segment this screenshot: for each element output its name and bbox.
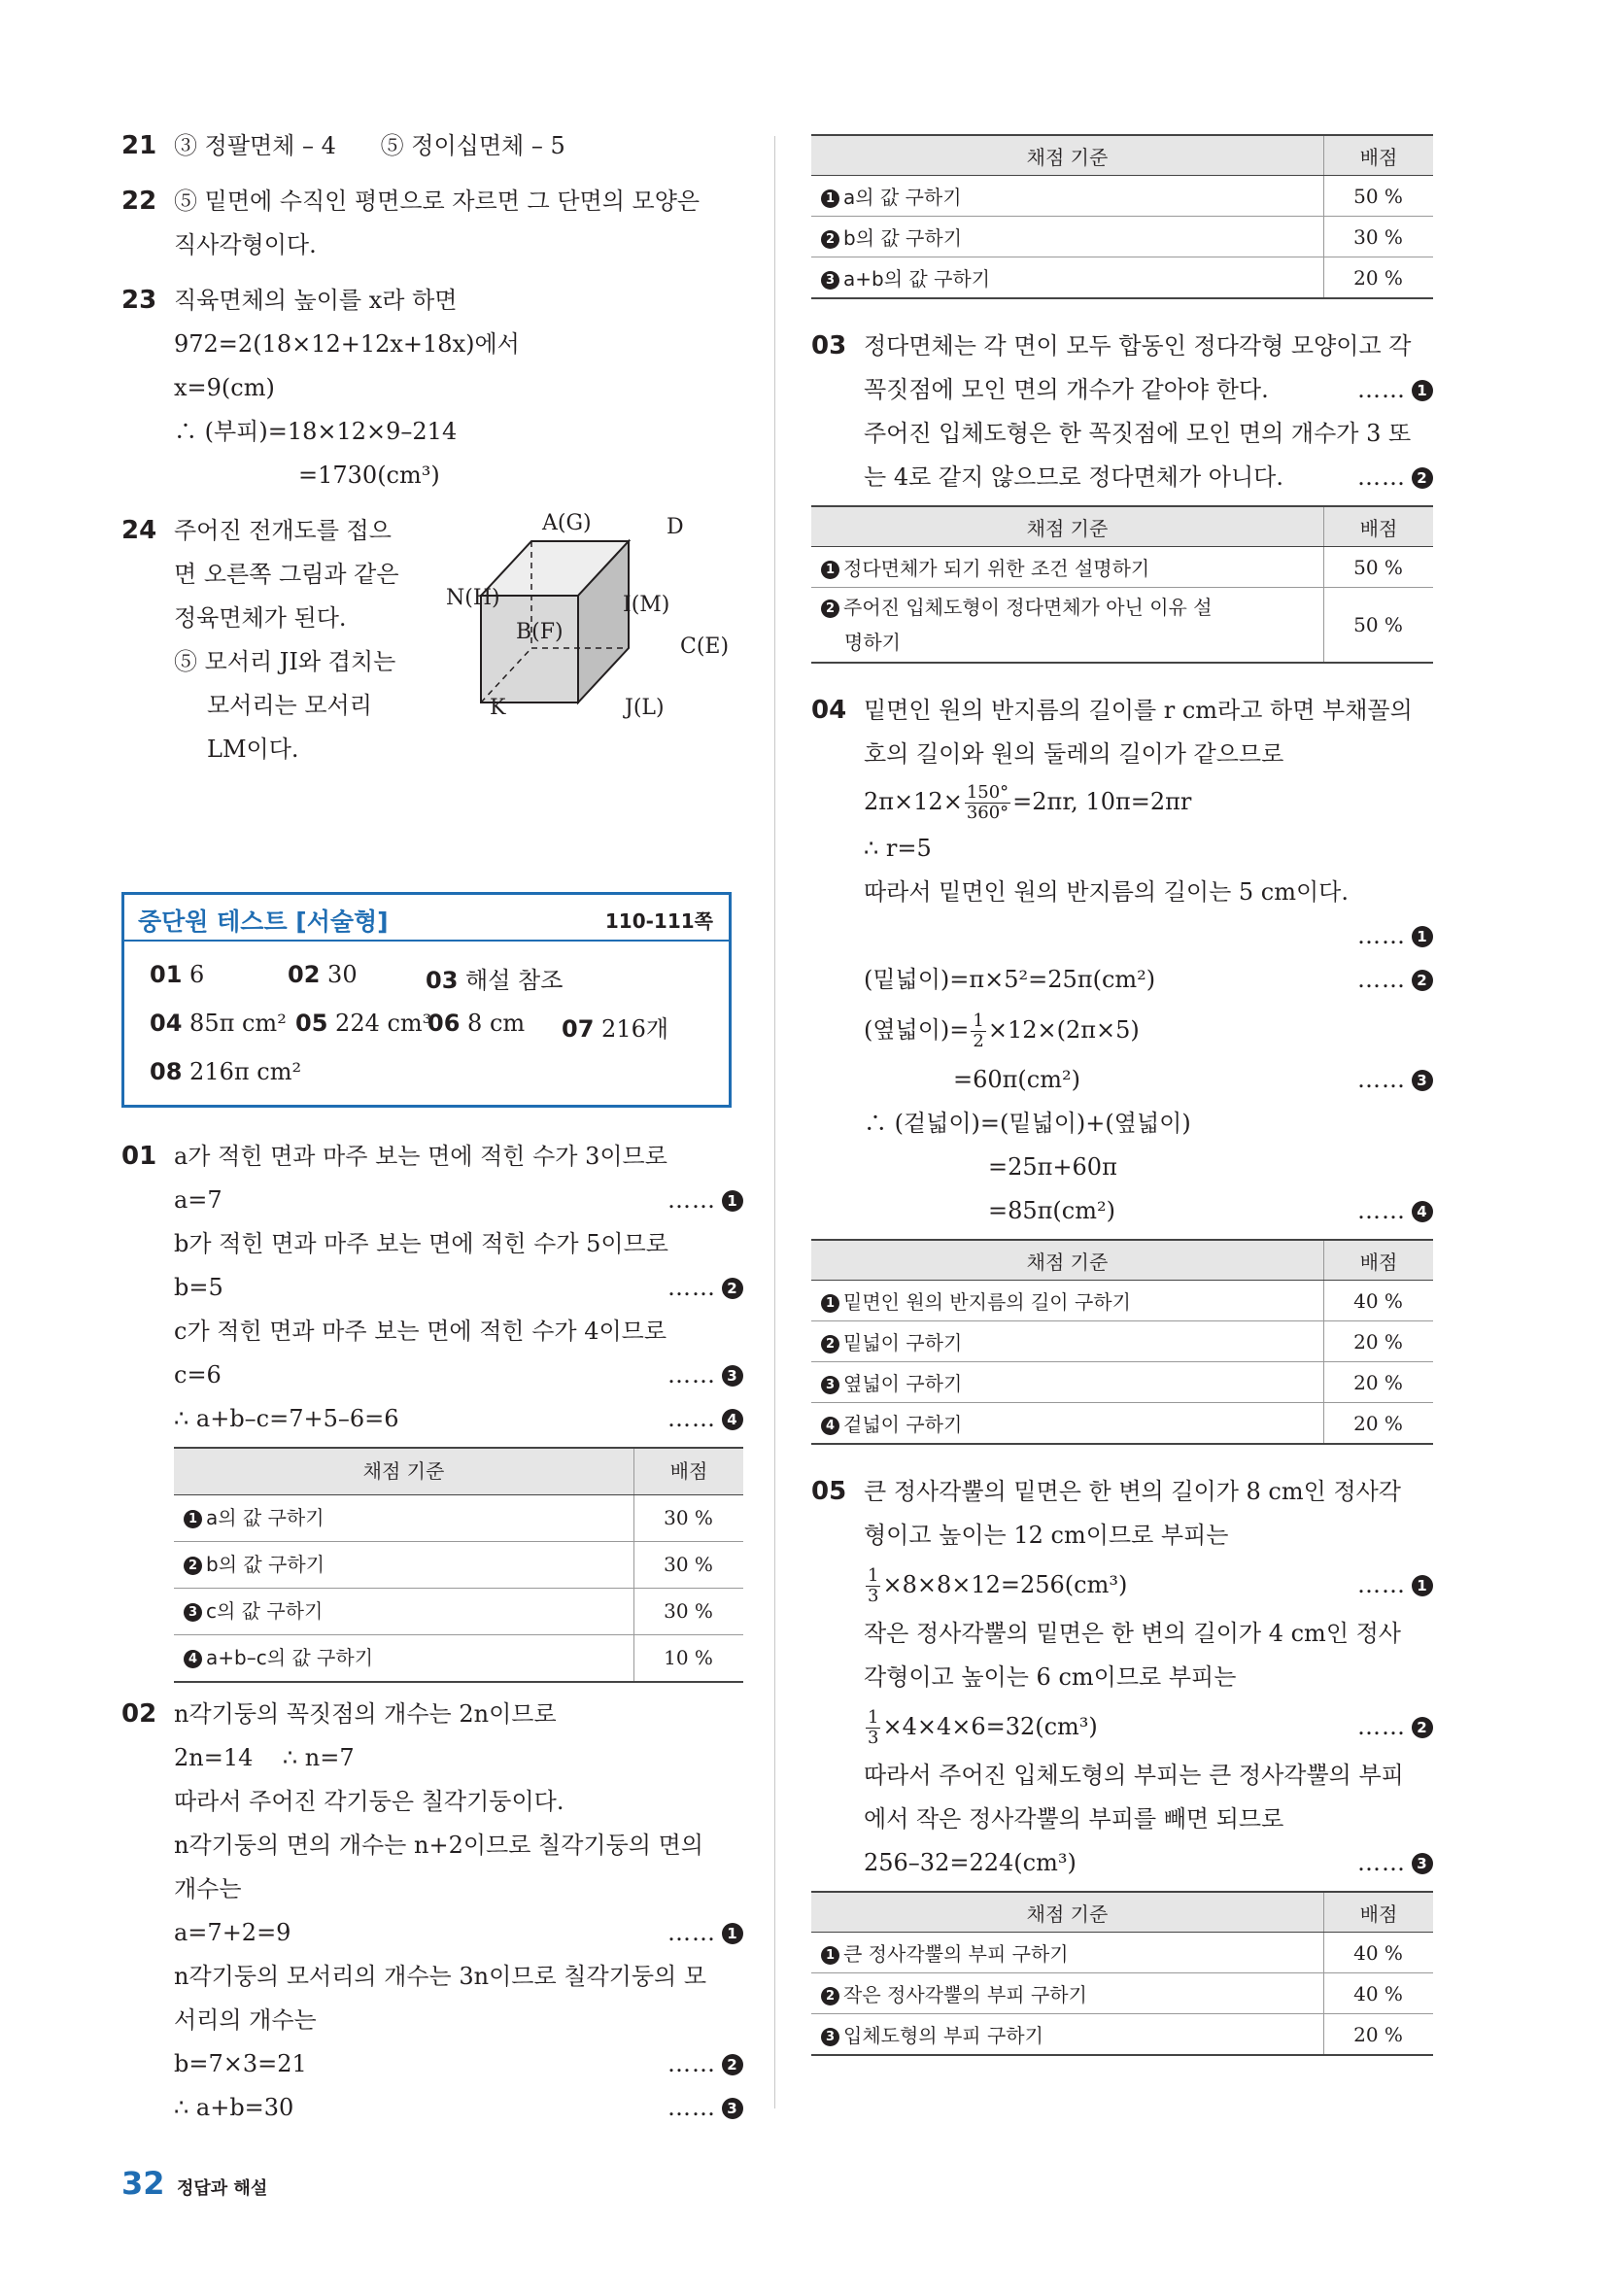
solution-line: 따라서 주어진 입체도형의 부피는 큰 정사각뿔의 부피 [864, 1762, 1404, 1789]
solution-line: b가 적힌 면과 마주 보는 면에 적힌 수가 5이므로 [174, 1230, 668, 1257]
problem-number: 05 [811, 1477, 847, 1506]
fraction: $\frac{1}{2}$ [973, 1011, 984, 1051]
step-marker: …… 2 [1357, 1699, 1433, 1754]
solution-line: c가 적힌 면과 마주 보는 면에 적힌 수가 4이므로 [174, 1318, 667, 1345]
solution-line: (밑넓이)=π×5²=25π(cm²) …… 2 [864, 958, 1433, 1002]
step-marker: …… 3 [1357, 1841, 1433, 1885]
answer-08: 08 216π cm² [150, 1058, 302, 1085]
problem-number: 01 [121, 1142, 157, 1171]
solution-line: a=7+2=9 …… 1 [174, 1911, 743, 1955]
fraction: $\frac{1}{3}$ [868, 1707, 879, 1748]
solution-line: c=6 …… 3 [174, 1354, 743, 1397]
answer-03: 03 해설 참조 [426, 967, 564, 994]
solution-line: b=7×3=21 …… 2 [174, 2042, 743, 2086]
table-header: 배점 [634, 1448, 744, 1495]
box-title: 중단원 테스트 [서술형] [138, 908, 389, 936]
scoring-table-01 [174, 1447, 743, 1683]
step-marker: …… 1 [1357, 914, 1433, 958]
question-03 [811, 325, 1433, 499]
page-number: 32 [121, 2165, 165, 2202]
solution-line: $\frac{1}{3}$ ×8×8×12=256(cm³) …… 1 [864, 1558, 1433, 1612]
answer-02: 02 30 [288, 961, 358, 988]
fraction: $\frac{1}{3}$ [868, 1565, 879, 1606]
footer-title: 정답과 해설 [177, 2178, 268, 2199]
solution-line: 2π×12× $\frac{150^\circ}{360^\circ}$ =2πr, 10π=2πr [864, 782, 1192, 823]
solution-line: $\frac{1}{3}$ ×4×4×6=32(cm³) …… 2 [864, 1699, 1433, 1754]
column-divider [774, 136, 775, 2108]
scoring-table-05 [811, 1891, 1433, 2056]
problem-number: 02 [121, 1699, 157, 1729]
scoring-table-03 [811, 505, 1433, 664]
solution-line: ∴ r=5 [864, 835, 932, 862]
table-row: 3 a+b의 값 구하기 20 % [811, 257, 1433, 299]
table-header: 배점 [1324, 1892, 1434, 1933]
table-header: 채점 기준 [811, 506, 1324, 547]
solution-line: ∴ (부피)=18×12×9–214 [174, 418, 458, 445]
solution-line: 정육면체가 된다. [174, 604, 347, 632]
step-marker: …… 1 [1357, 368, 1433, 412]
solution-line: ⑤ 밑면에 수직인 평면으로 자르면 그 단면의 모양은 [174, 188, 701, 215]
box-page-range: 110-111쪽 [604, 909, 713, 933]
solution-line: b=5 …… 2 [174, 1266, 743, 1310]
problem-number: 04 [811, 696, 847, 725]
cube-diagram [442, 510, 753, 734]
solution-line: 따라서 밑면인 원의 반지름의 길이는 5 cm이다. [864, 878, 1349, 906]
vertex-label: B(F) [516, 620, 564, 644]
solution-line: =25π+60π [988, 1153, 1117, 1181]
solution-line: 개수는 [174, 1875, 242, 1902]
solution-line: 면 오른쪽 그림과 같은 [174, 561, 399, 588]
scoring-table-02 [811, 134, 1433, 299]
step-marker: …… 1 [667, 1911, 743, 1955]
table-row: 3 옆넓이 구하기 20 % [811, 1362, 1433, 1403]
table-header: 배점 [1324, 135, 1434, 176]
step-marker: …… 1 [667, 1179, 743, 1222]
solution-line: 2n=14 ∴ n=7 [174, 1744, 355, 1771]
table-header: 배점 [1324, 1240, 1434, 1281]
vertex-label: D [667, 515, 684, 539]
fraction: $\frac{150^\circ}{360^\circ}$ [966, 782, 1009, 823]
problem-number: 22 [121, 187, 157, 216]
problem-number: 03 [811, 331, 847, 360]
table-row: 1 a의 값 구하기 30 % [174, 1495, 743, 1542]
solution-line: =60π(cm²) …… 3 [864, 1058, 1433, 1102]
solution-line: 주어진 전개도를 접으 [174, 517, 392, 544]
solution-line: n각기둥의 꼭짓점의 개수는 2n이므로 [174, 1700, 557, 1728]
table-header: 채점 기준 [811, 1892, 1324, 1933]
solution-line: 작은 정사각뿔의 밑면은 한 변의 길이가 4 cm인 정사 [864, 1620, 1401, 1647]
right-column [811, 134, 1433, 2066]
step-marker: …… 2 [1357, 958, 1433, 1002]
answer-06: 06 8 cm [427, 1010, 526, 1037]
question-04 [811, 689, 1433, 1233]
solution-line: 주어진 입체도형은 한 꼭짓점에 모인 면의 개수가 3 또 [864, 420, 1412, 447]
problem-23 [121, 279, 743, 497]
table-row: 2 b의 값 구하기 30 % [811, 217, 1433, 257]
scoring-table-04 [811, 1239, 1433, 1445]
problem-number: 21 [121, 131, 157, 160]
table-header: 채점 기준 [811, 135, 1324, 176]
step-marker: …… 3 [667, 2086, 743, 2130]
solution-line: 각형이고 높이는 6 cm이므로 부피는 [864, 1663, 1237, 1691]
table-header: 채점 기준 [174, 1448, 634, 1495]
solution-line: ∴ a+b=30 …… 3 [174, 2086, 743, 2130]
vertex-label: I(M) [623, 593, 670, 617]
solution-line: =85π(cm²) …… 4 [864, 1189, 1433, 1233]
table-row: 2 주어진 입체도형이 정다면체가 아닌 이유 설 명하기 50 % [811, 588, 1433, 664]
solution-line: 꼭짓점에 모인 면의 개수가 같아야 한다. …… 1 [864, 368, 1433, 412]
solution-line: n각기둥의 면의 개수는 n+2이므로 칠각기둥의 면의 [174, 1832, 703, 1859]
solution-line: 형이고 높이는 12 cm이므로 부피는 [864, 1522, 1229, 1549]
solution-line: 972=2(18×12+12x+18x)에서 [174, 330, 520, 358]
solution-line: 256–32=224(cm³) …… 3 [864, 1841, 1433, 1885]
step-marker: …… 2 [667, 2042, 743, 2086]
step-marker: …… 4 [667, 1397, 743, 1441]
solution-line: 서리의 개수는 [174, 2006, 317, 2034]
question-05 [811, 1470, 1433, 1885]
question-02 [121, 1693, 743, 2130]
table-row: 3 입체도형의 부피 구하기 20 % [811, 2014, 1433, 2056]
solution-line: x=9(cm) [174, 374, 275, 401]
step-marker: …… 2 [667, 1266, 743, 1310]
step-marker: …… 4 [1357, 1189, 1433, 1233]
table-row: 2 밑넓이 구하기 20 % [811, 1321, 1433, 1362]
step-marker: …… 1 [1357, 1558, 1433, 1612]
solution-line: 모서리는 모서리 [207, 692, 372, 719]
table-row: 4 a+b–c의 값 구하기 10 % [174, 1635, 743, 1683]
solution-line: 따라서 주어진 각기둥은 칠각기둥이다. [174, 1788, 564, 1815]
table-header: 채점 기준 [811, 1240, 1324, 1281]
solution-line: ∴ a+b–c=7+5–6=6 …… 4 [174, 1397, 743, 1441]
table-header: 배점 [1324, 506, 1434, 547]
answer-04: 04 85π cm² [150, 1010, 287, 1037]
answer-07: 07 216개 [562, 1015, 669, 1043]
problem-number: 23 [121, 286, 157, 315]
table-row: 1 큰 정사각뿔의 부피 구하기 40 % [811, 1933, 1433, 1973]
solution-line: 직사각형이다. [174, 231, 317, 258]
vertex-label: K [490, 696, 506, 720]
answer-line: ③ 정팔면체 – 4 ⑤ 정이십면체 – 5 [174, 132, 565, 159]
answer-01: 01 6 [150, 961, 205, 988]
question-01 [121, 1135, 743, 1683]
vertex-label: A(G) [542, 511, 592, 535]
vertex-label: C(E) [680, 634, 730, 659]
table-row: 1 밑면인 원의 반지름의 길이 구하기 40 % [811, 1281, 1433, 1321]
solution-line: 는 4로 같지 않으므로 정다면체가 아니다. …… 2 [864, 456, 1433, 499]
problem-22 [121, 180, 743, 267]
vertex-label: J(L) [625, 696, 665, 720]
table-row: 1 정다면체가 되기 위한 조건 설명하기 50 % [811, 547, 1433, 588]
solution-line: 큰 정사각뿔의 밑면은 한 변의 길이가 8 cm인 정사각 [864, 1478, 1401, 1505]
box-header [124, 895, 729, 942]
solution-line: =1730(cm³) [298, 462, 440, 489]
solution-line: 직육면체의 높이를 x라 하면 [174, 287, 458, 314]
answer-summary-box [121, 892, 732, 1108]
solution-line: 호의 길이와 원의 둘레의 길이가 같으므로 [864, 740, 1284, 768]
step-marker: …… 3 [1357, 1058, 1433, 1102]
solution-line: 밑면인 원의 반지름의 길이를 r cm라고 하면 부채꼴의 [864, 697, 1413, 724]
answer-05: 05 224 cm³ [295, 1010, 432, 1037]
solution-line: a=7 …… 1 [174, 1179, 743, 1222]
vertex-label: N(H) [446, 586, 500, 610]
solution-line [864, 914, 1433, 958]
solution-line: 에서 작은 정사각뿔의 부피를 빼면 되므로 [864, 1805, 1284, 1833]
table-row: 2 작은 정사각뿔의 부피 구하기 40 % [811, 1973, 1433, 2014]
step-marker: …… 2 [1357, 456, 1433, 499]
solution-line: a가 적힌 면과 마주 보는 면에 적힌 수가 3이므로 [174, 1143, 667, 1170]
table-row: 1 a의 값 구하기 50 % [811, 176, 1433, 217]
problem-21 [121, 124, 743, 168]
problem-number: 24 [121, 516, 157, 545]
solution-line: n각기둥의 모서리의 개수는 3n이므로 칠각기둥의 모 [174, 1963, 707, 1990]
left-lower-column [121, 1135, 743, 2130]
solution-line: (옆넓이)= $\frac{1}{2}$ ×12×(2π×5) [864, 1011, 1140, 1051]
table-row: 2 b의 값 구하기 30 % [174, 1542, 743, 1589]
solution-line: 정다면체는 각 면이 모두 합동인 정다각형 모양이고 각 [864, 332, 1412, 360]
table-row: 4 겉넓이 구하기 20 % [811, 1403, 1433, 1445]
table-row: 3 c의 값 구하기 30 % [174, 1589, 743, 1635]
solution-line: LM이다. [207, 736, 299, 763]
solution-line: ⑤ 모서리 JI와 겹치는 [174, 648, 396, 675]
step-marker: …… 3 [667, 1354, 743, 1397]
solution-line: ∴ (겉넓이)=(밑넓이)+(옆넓이) [864, 1110, 1191, 1137]
